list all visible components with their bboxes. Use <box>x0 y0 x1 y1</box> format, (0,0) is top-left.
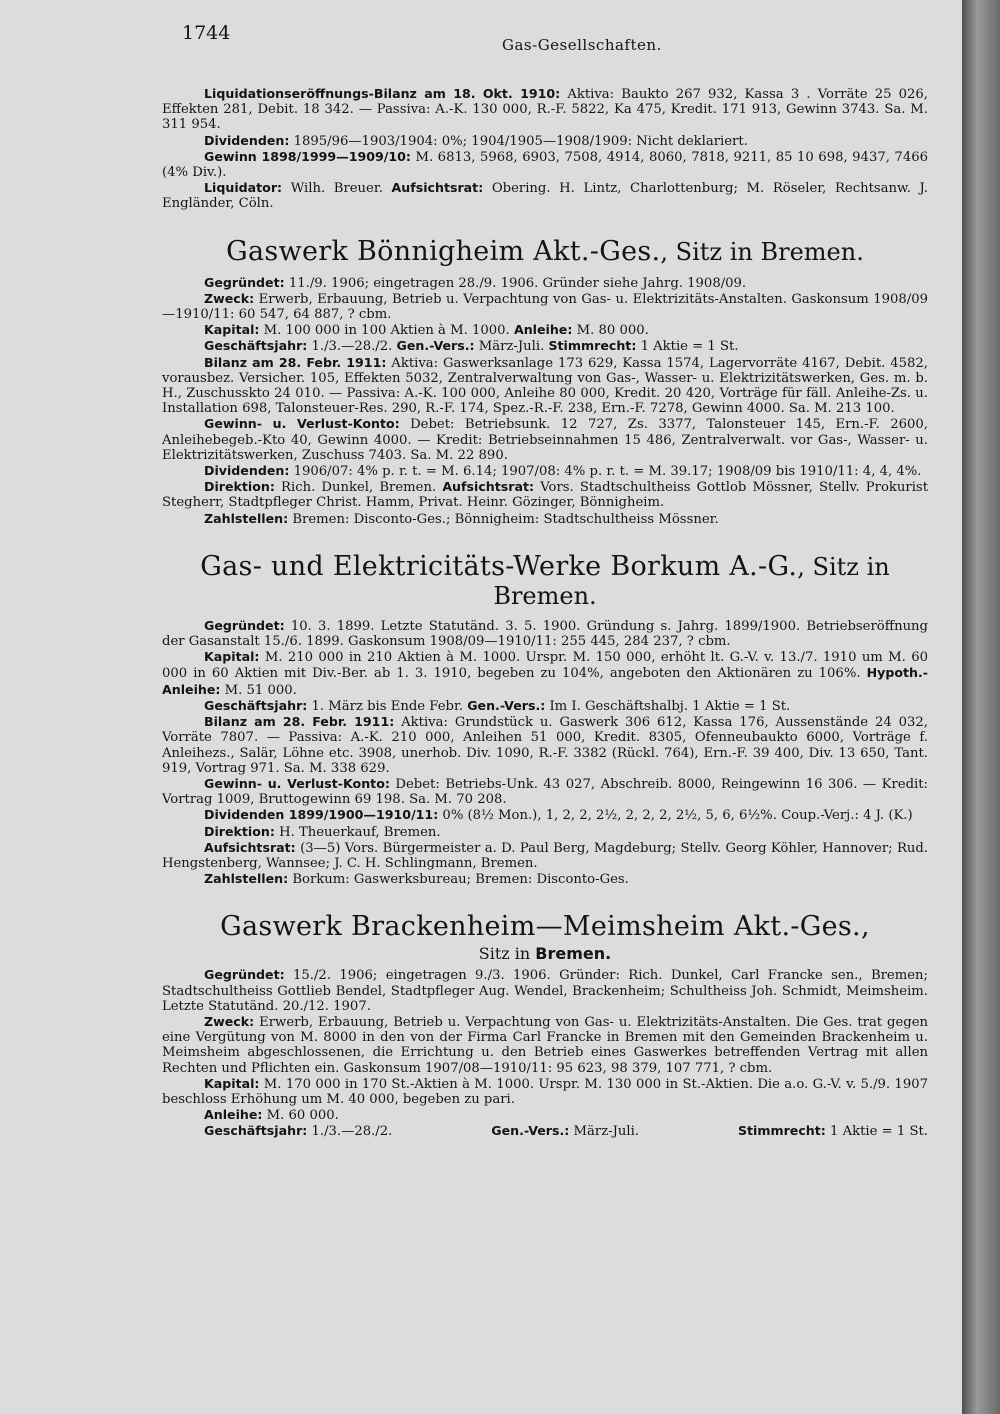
entry-paragraph: Gewinn- u. Verlust-Konto: Debet: Betriebs-Unk. 43 027, Abschreib. 8000, Reingewinn 16 306. — Kredit: Vortrag 1009, Bruttogewinn 69 198. Sa. M. 70 208. <box>162 775 928 808</box>
company-entry <box>162 551 928 887</box>
company-seat: , Sitz in Bremen. <box>493 552 890 610</box>
entry-paragraph: Kapital: M. 170 000 in 170 St.-Aktien à M. 1000. Urspr. M. 130 000 in St.-Aktien. Die a.o. G.-V. v. 5./9. 1907 beschloss Erhöhung um M. 40 000, begeben zu pari. <box>162 1075 928 1107</box>
entry-paragraph: Gewinn- u. Verlust-Konto: Debet: Betriebsunk. 12 727, Zs. 3377, Talonsteuer 145, Ern.-F. 2600, Anleihebegeb.-Kto 40, Gewinn 4000. — Kredit: Betriebseinnahmen 15 486, Zentralverwalt. vor Gas-, Wasser- u. Elektrizitätswerken, Zuschuss 7403. Sa. M. 22 890. <box>162 416 928 463</box>
entry-paragraph: Gegründet: 15./2. 1906; eingetragen 9./3. 1906. Gründer: Rich. Dunkel, Carl Francke sen., Bremen; Stadtschultheiss Gottlieb Bendel, Stadtpfleger Aug. Wendel, Brackenheim; Schultheiss Joh. Schmidt, Meimsheim. Letzte Statutänd. 20./12. 1907. <box>162 967 928 1014</box>
entry-paragraph: Liquidator: Wilh. Breuer. Aufsichtsrat: Obering. H. Lintz, Charlottenburg; M. Röseler, Rechtsanw. J. Engländer, Cöln. <box>162 180 928 212</box>
running-head <box>162 22 928 52</box>
entry-paragraph: Geschäftsjahr: 1. März bis Ende Febr. Gen.-Vers.: Im I. Geschäftshalbj. 1 Aktie = 1 St. <box>204 697 791 714</box>
entry-paragraph: Dividenden: 1895/96—1903/1904: 0%; 1904/1905—1908/1909: Nicht deklariert. <box>204 132 748 149</box>
company-name: Gaswerk Brackenheim—Meimsheim Akt.-Ges., <box>220 911 870 943</box>
entry-paragraph: Kapital: M. 100 000 in 100 Aktien à M. 1000. Anleihe: M. 80 000. <box>204 322 649 339</box>
page-edge <box>962 0 1000 1414</box>
company-entry <box>162 911 928 1139</box>
entry-paragraph: Zweck: Erwerb, Erbauung, Betrieb u. Verpachtung von Gas- u. Elektrizitäts-Anstalten. Gaskonsum 1908/09—1910/11: 60 547, 64 887, ? cbm. <box>162 290 928 323</box>
entry-paragraph: Gewinn 1898/1999—1909/10: M. 6813, 5968, 6903, 7508, 4914, 8060, 7818, 9211, 85 10 698, 9437, 7466 (4% Div.). <box>162 148 928 181</box>
entry-paragraph: Anleihe: M. 60 000. <box>204 1107 339 1124</box>
entry-paragraph: Bilanz am 28. Febr. 1911: Aktiva: Grundstück u. Gaswerk 306 612, Kassa 176, Aussenstände 24 032, Vorräte 7807. — Passiva: A.-K. 210 000, Anleihen 51 000, Kredit. 8305, Ofenneubaukto 6000, Vorträge f. Anleihezs., Salär, Löhne etc. 3908, unerhob. Div. 1090, R.-F. 3382 (Rückl. 764), Ern.-F. 39 400, Div. 13 650, Tant. 919, Vortrag 971. Sa. M. 338 629. <box>162 714 928 776</box>
entry-paragraph: Aufsichtsrat: (3—5) Vors. Bürgermeister a. D. Paul Berg, Magdeburg; Stellv. Georg Köhler, Hannover; Rud. Hengstenberg, Wannsee; J. C. H. Schlingmann, Bremen. <box>162 839 928 871</box>
company-name: Gaswerk Bönnigheim Akt.-Ges. <box>226 235 661 267</box>
running-title: Gas-Gesellschaften. <box>502 36 662 54</box>
entry-paragraph: Kapital: M. 210 000 in 210 Aktien à M. 1000. Urspr. M. 150 000, erhöht lt. G.-V. v. 13./7. 1910 um M. 60 000 in 60 Aktien mit Div.-Ber. ab 1. 3. 1910, begeben zu 104%, angeboten den Aktionären zu 106%. Hypoth.-Anleihe: M. 51 000. <box>162 649 928 698</box>
entry-paragraph: Zahlstellen: Borkum: Gaswerksbureau; Bremen: Disconto-Ges. <box>204 871 629 888</box>
entry-paragraph: Direktion: H. Theuerkauf, Bremen. <box>204 823 441 840</box>
entry-paragraph: Direktion: Rich. Dunkel, Bremen. Aufsichtsrat: Vors. Stadtschultheiss Gottlob Mössner, Stellv. Prokurist Stegherr, Stadtpfleger Christ. Hamm, Privat. Heinr. Gözinger, Bönnigheim. <box>162 479 928 511</box>
entry-paragraph: Zweck: Erwerb, Erbauung, Betrieb u. Verpachtung von Gas- u. Elektrizitäts-Anstalten. Die Ges. trat gegen eine Vergütung von M. 8000 in den von der Firma Carl Francke in Bremen mit den Gemeinden Brackenheim u. Meimsheim abgeschlossenen, die Errichtung u. den Betrieb eines Gaswerkes betreffenden Vertrag mit allen Rechten und Pflichten ein. Gaskonsum 1907/08—1910/11: 95 623, 98 379, 107 771, ? cbm. <box>162 1013 928 1076</box>
entry-paragraph: Zahlstellen: Bremen: Disconto-Ges.; Bönnigheim: Stadtschultheiss Mössner. <box>204 510 719 527</box>
company-seat: , Sitz in Bremen. <box>660 237 864 266</box>
entry-paragraph: Dividenden 1899/1900—1910/11: 0% (8½ Mon.), 1, 2, 2, 2½, 2, 2, 2, 2½, 5, 6, 6½%. Coup.-Verj.: 4 J. (K.) <box>204 807 913 824</box>
company-header <box>162 551 928 610</box>
company-header <box>162 236 928 267</box>
entry-paragraph: Dividenden: 1906/07: 4% p. r. t. = M. 6.14; 1907/08: 4% p. r. t. = M. 39.17; 1908/09 bis 1910/11: 4, 4, 4%. <box>204 463 922 480</box>
entry-paragraph: Geschäftsjahr: 1./3.—28./2. Gen.-Vers.: März-Juli. Stimmrecht: 1 Aktie = 1 St. <box>204 338 739 355</box>
company-entry <box>162 236 928 527</box>
company-seat: Sitz in Bremen. <box>478 944 612 964</box>
entry-paragraph: Liquidationseröffnungs-Bilanz am 18. Okt. 1910: Aktiva: Baukto 267 932, Kassa 3 . Vorräte 25 026, Effekten 281, Debit. 18 342. — Passiva: A.-K. 130 000, R.-F. 5822, Ka 475, Kredit. 171 913, Gewinn 3743. Sa. M. 311 954. <box>162 86 928 133</box>
company-name: Gas- und Elektricitäts-Werke Borkum A.-G. <box>200 550 798 582</box>
entry-paragraph: Bilanz am 28. Febr. 1911: Aktiva: Gaswerksanlage 173 629, Kassa 1574, Lagervorräte 4167, Debit. 4582, vorausbez. Versicher. 105, Effekten 5032, Zentralverwaltung von Gas-, Wasser- u. Elektrizitätswerken, Ges. m. b. H., Zuschusskto 24 010. — Passiva: A.-K. 100 000, Anleihe 80 000, Kredit. 20 420, Vorträge für fäll. Anleihe-Zs. u. Installation 698, Talonsteuer-Res. 290, R.-F. 174, Spez.-R.-F. 238, Ern.-F. 7278, Gewinn 4000. Sa. M. 213 100. <box>162 354 928 417</box>
entry-paragraph: Geschäftsjahr: 1./3.—28./2. Gen.-Vers.: März-Juli. Stimmrecht: 1 Aktie = 1 St. <box>204 1123 928 1140</box>
previous-entry <box>162 86 928 212</box>
entry-paragraph: Gegründet: 10. 3. 1899. Letzte Statutänd. 3. 5. 1900. Gründung s. Jahrg. 1899/1900. Betriebseröffnung der Gasanstalt 15./6. 1899. Gaskonsum 1908/09—1910/11: 255 445, 284 237, ? cbm. <box>162 617 928 650</box>
entry-paragraph: Gegründet: 11./9. 1906; eingetragen 28./9. 1906. Gründer siehe Jahrg. 1908/09. <box>204 274 747 291</box>
page-number: 1744 <box>182 22 231 44</box>
company-header <box>162 911 928 942</box>
